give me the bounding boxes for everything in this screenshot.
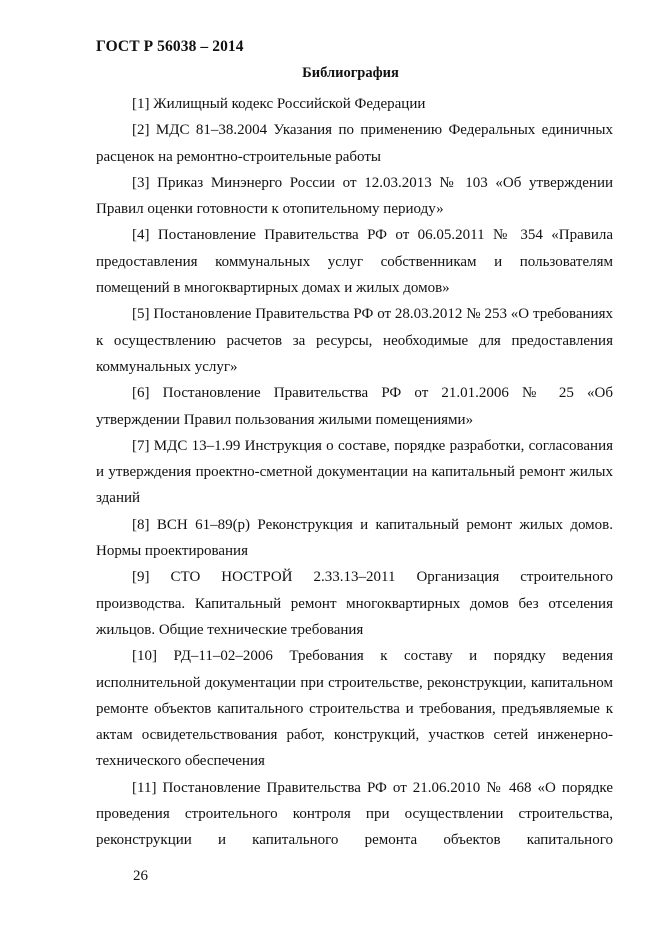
reference-item: [10] РД–11–02–2006 Требования к составу и порядку ведения исполнительной документации при строительстве, реконструкции, капитальном ремонте объектов капитального строительства и требования, предъявляемые к актам освидетельствования работ, конструкций, участков сетей инженерно-технического обеспечения [96, 648, 613, 770]
reference-item: [11] Постановление Правительства РФ от 21.06.2010 № 468 «О порядке проведения строительного контроля при осуществлении строительства, реконструкции и капитального ремонта объектов капитального [96, 779, 613, 849]
reference-item: [5] Постановление Правительства РФ от 28.03.2012 № 253 «О требованиях к осуществлению расчетов за ресурсы, необходимые для предоставления коммунальных услуг» [96, 306, 613, 375]
bibliography-title: Библиография [302, 65, 399, 81]
reference-item: [3] Приказ Минэнерго России от 12.03.2013 № 103 «Об утверждении Правил оценки готовности к отопительному периоду» [96, 174, 613, 218]
page-number: 26 [133, 868, 148, 884]
reference-item: [1] Жилищный кодекс Российской Федерации [132, 96, 426, 112]
reference-item: [8] ВСН 61–89(р) Реконструкция и капитальный ремонт жилых домов. Нормы проектирования [96, 516, 613, 560]
reference-list [96, 91, 613, 854]
reference-item: [4] Постановление Правительства РФ от 06.05.2011 № 354 «Правила предоставления коммунальных услуг собственникам и пользователям помещений в многоквартирных домах и жилых домов» [96, 227, 613, 297]
reference-item: [7] МДС 13–1.99 Инструкция о составе, порядке разработки, согласования и утверждения проектно-сметной документации на капитальный ремонт жилых зданий [96, 437, 613, 507]
standard-code-header: ГОСТ Р 56038 – 2014 [96, 38, 244, 55]
reference-item: [9] СТО НОСТРОЙ 2.33.13–2011 Организация строительного производства. Капитальный ремонт многоквартирных домов без отселения жильцов. Общие технические требования [96, 569, 613, 638]
reference-item: [2] МДС 81–38.2004 Указания по применению Федеральных единичных расценок на ремонтно-строительные работы [96, 122, 613, 165]
reference-item: [6] Постановление Правительства РФ от 21.01.2006 № 25 «Об утверждении Правил пользования жилыми помещениями» [96, 385, 613, 428]
